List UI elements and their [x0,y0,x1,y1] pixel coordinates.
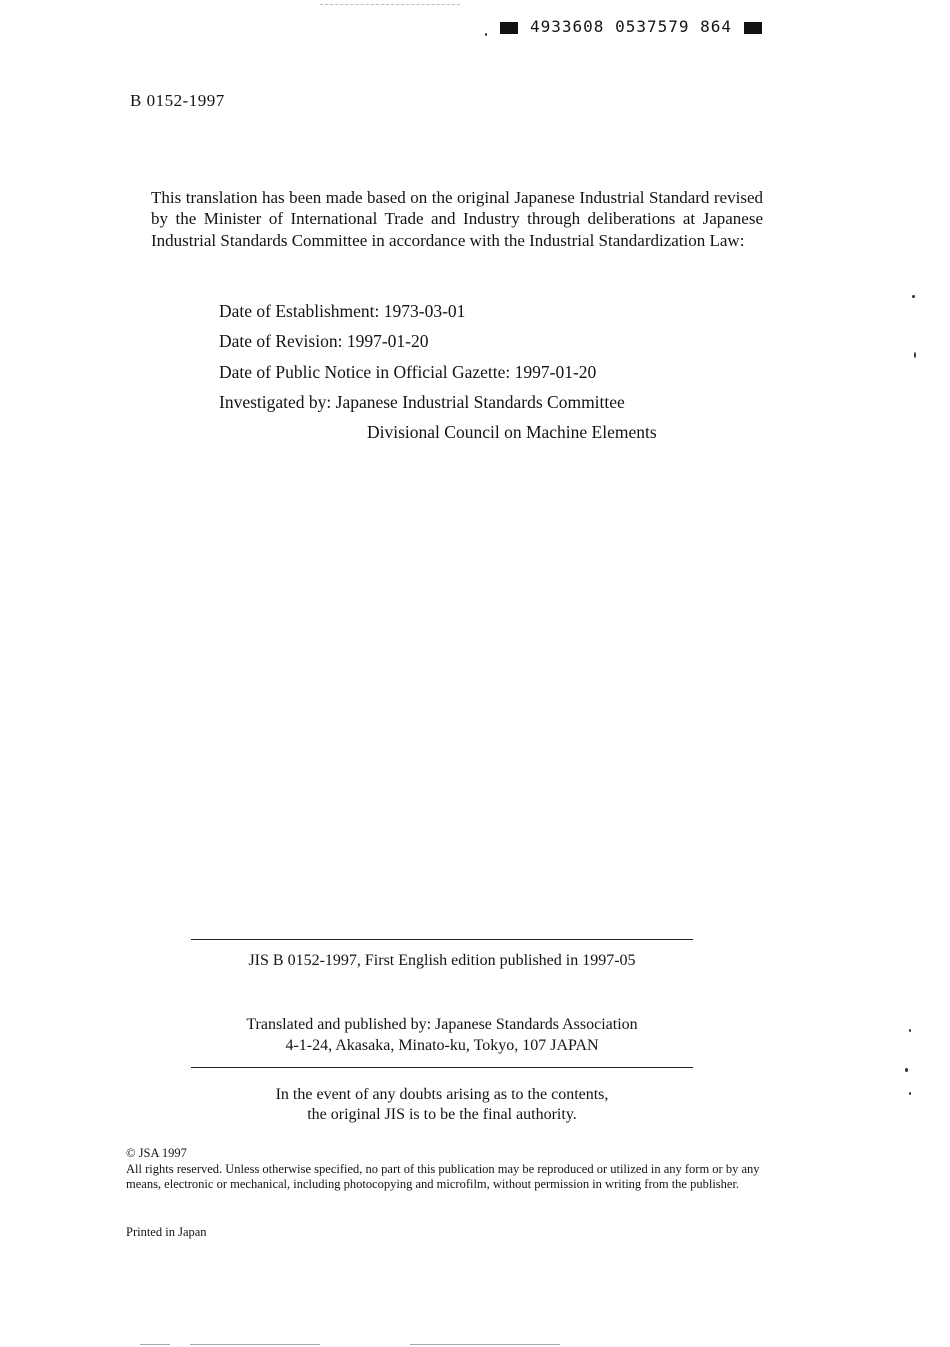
barcode-block-right [744,22,762,34]
publisher-line-1: Translated and published by: Japanese Standards Association [246,1016,638,1033]
investigated-by: Investigated by: Japanese Industrial Standards Committee [219,392,625,412]
barcode-digits: 4933608 0537579 864 [530,17,733,36]
scan-speck [905,1068,908,1072]
authority-line-1: In the event of any doubts arising as to the contents, [275,1086,609,1103]
publisher-block [191,1014,693,1056]
divider-bottom [191,1067,693,1068]
scan-speck [912,295,915,298]
scan-line [140,1344,170,1345]
scan-speck [485,33,487,36]
authority-line-2: the original JIS is to be the final authority. [307,1106,577,1123]
printed-in: Printed in Japan [126,1225,207,1239]
rights-statement: All rights reserved. Unless otherwise specified, no part of this publication may be reproduced or utilized in any form or by any means, electronic or mechanical, including photocopying and microfilm, without permission in writing from the publisher. [126,1161,760,1191]
intro-paragraph: This translation has been made based on the original Japanese Industrial Standard revised by the Minister of International Trade and Industry through deliberations at Japanese Industrial Standards Committee in accordance with the Industrial Standardization Law: [151,188,763,250]
divisional-council: Divisional Council on Machine Elements [367,422,657,442]
standard-number: B 0152-1997 [130,91,225,110]
copyright-notice: © JSA 1997 [126,1146,187,1160]
copyright-block [126,1146,766,1193]
scan-speck [914,352,916,358]
divider-top [191,939,693,940]
scan-speck [909,1029,911,1032]
edition-line: JIS B 0152-1997, First English edition published in 1997-05 [248,952,636,969]
barcode-strip [500,17,762,36]
scan-speck [909,1092,911,1095]
publisher-address: 4-1-24, Akasaka, Minato-ku, Tokyo, 107 JAPAN [285,1037,599,1054]
scan-line [320,4,460,5]
authority-note [191,1085,693,1125]
date-of-public-notice: Date of Public Notice in Official Gazette: 1997-01-20 [219,362,597,382]
date-of-revision: Date of Revision: 1997-01-20 [219,331,429,351]
scan-line [190,1344,320,1345]
barcode-block-left [500,22,518,34]
date-of-establishment: Date of Establishment: 1973-03-01 [219,301,466,321]
scan-line [410,1344,560,1345]
